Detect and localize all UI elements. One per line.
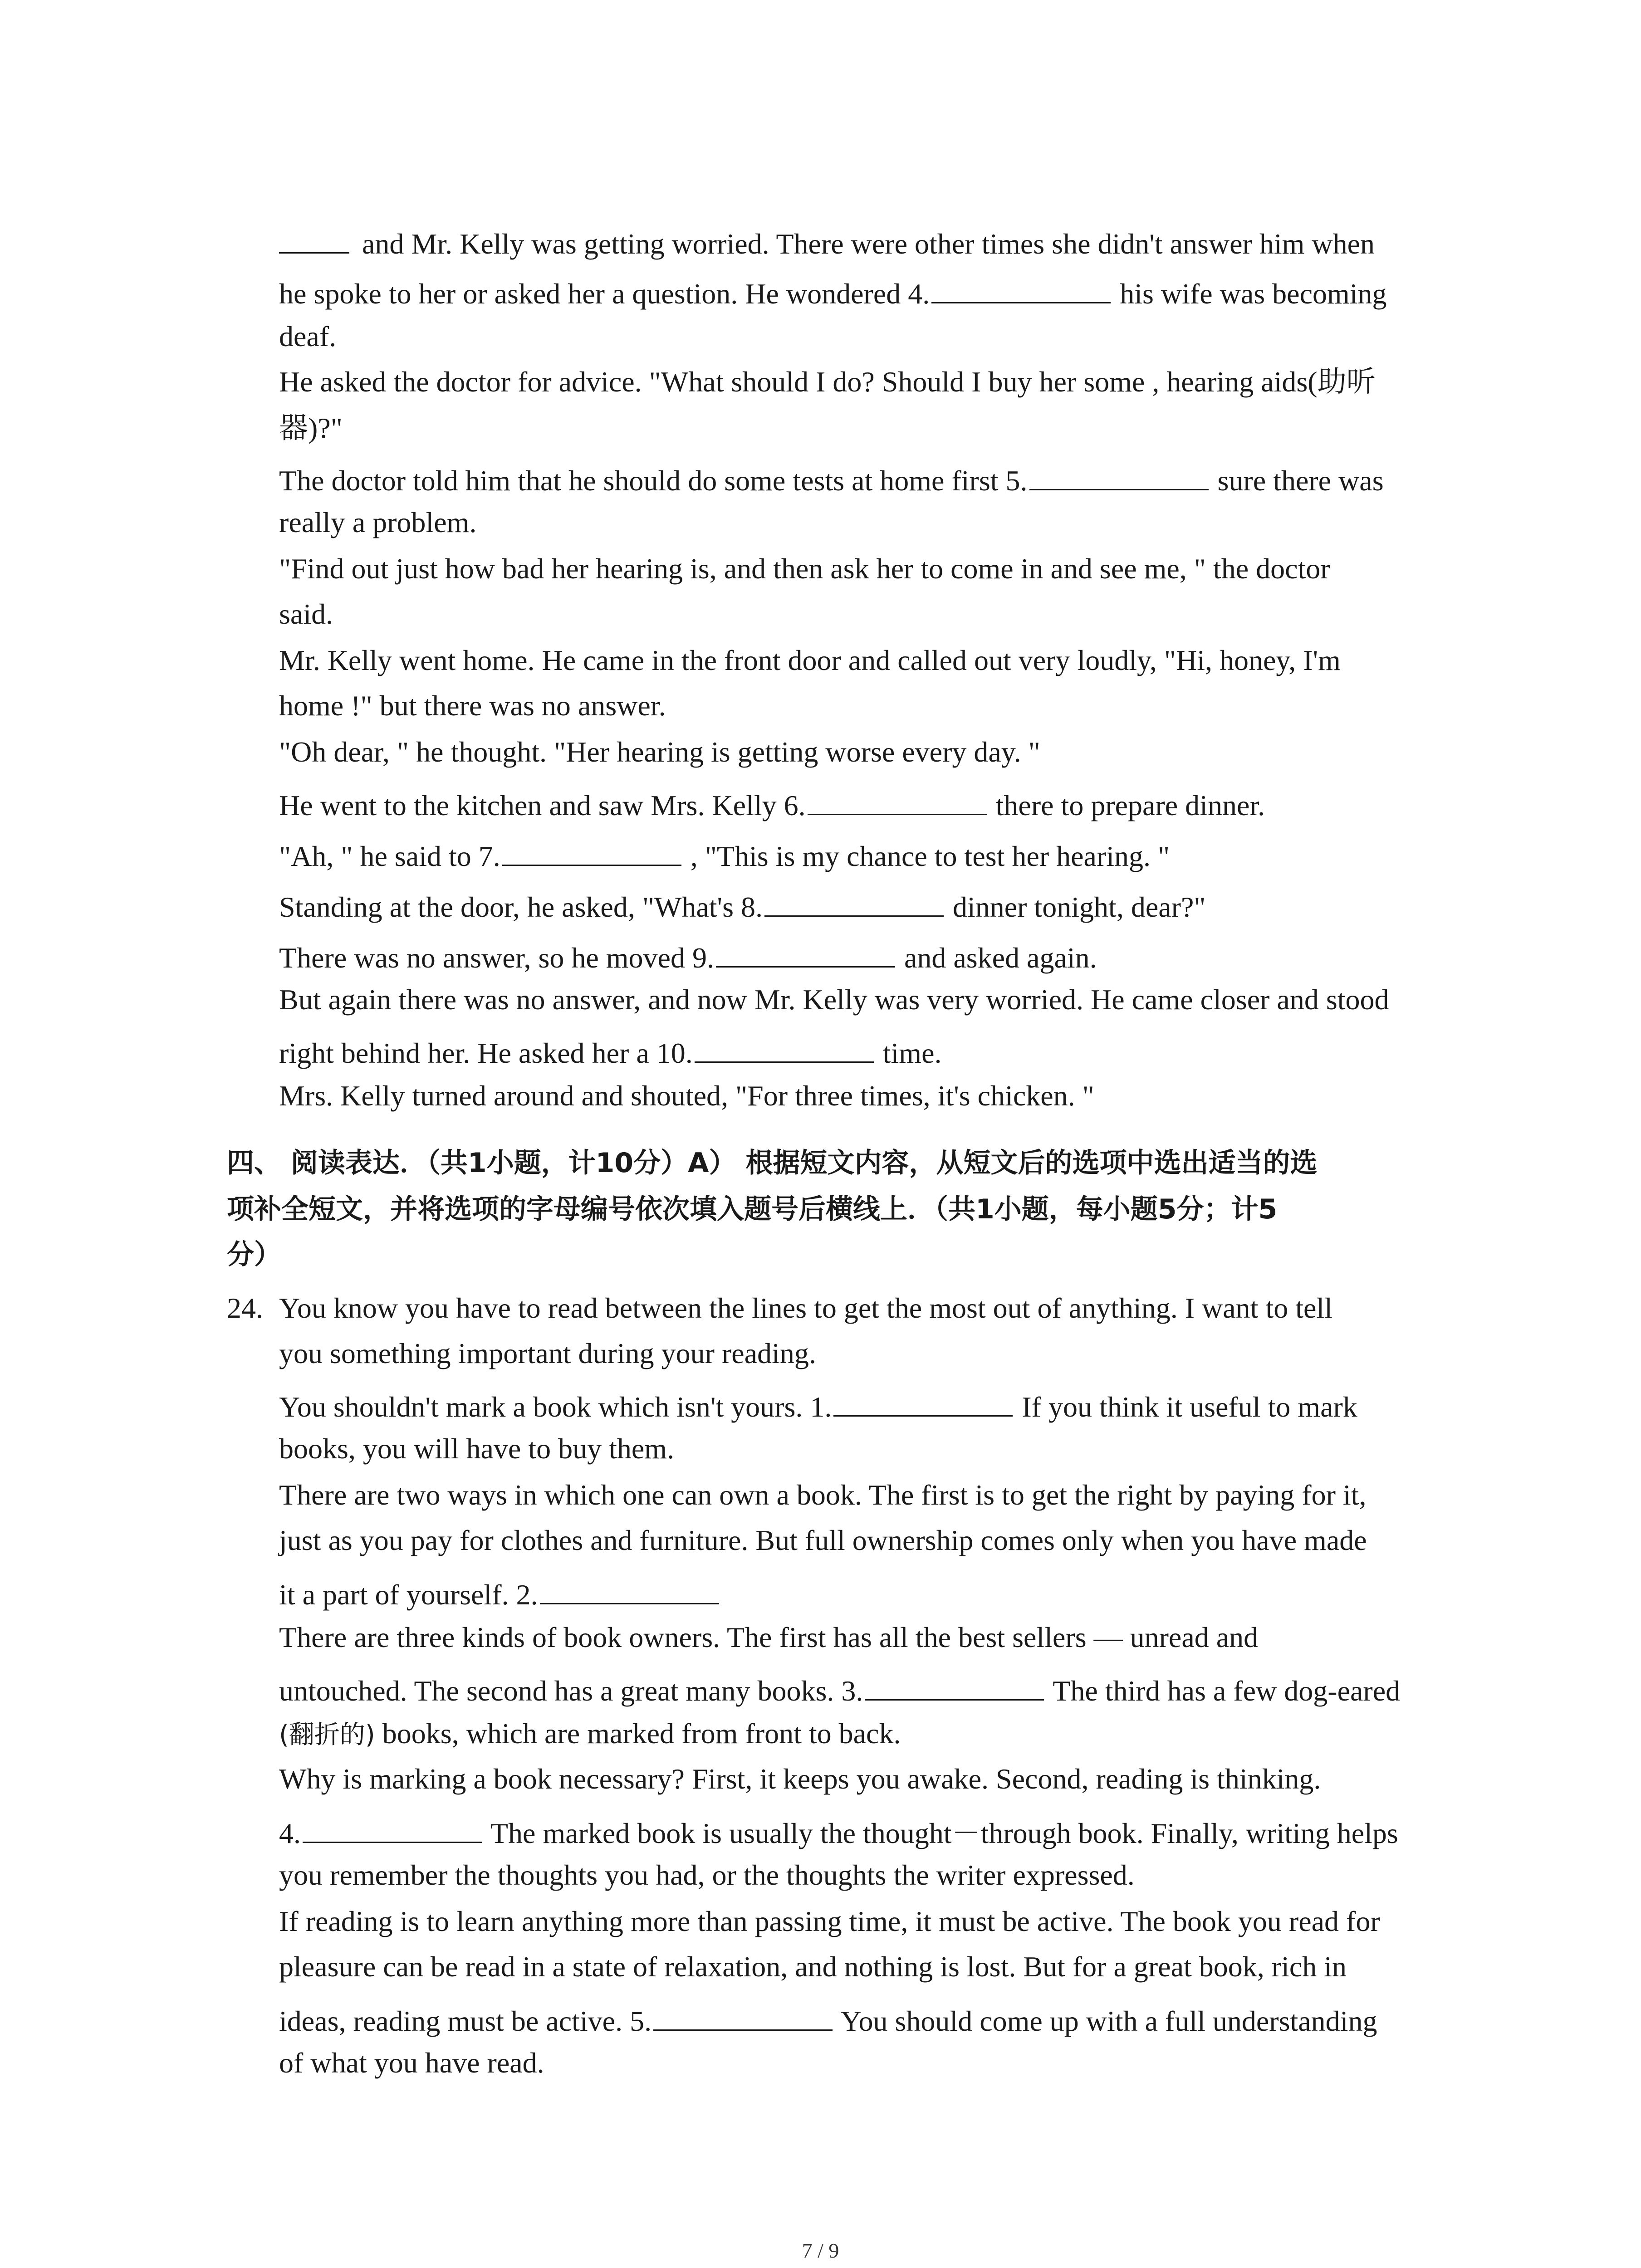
passage-line: But again there was no answer, and now Mr. Kelly was very worried. He came closer and stood <box>279 983 1389 1016</box>
question-line: If reading is to learn anything more than passing time, it must be active. The book you read for <box>279 1905 1380 1937</box>
answer-blank-5b[interactable] <box>653 2003 833 2031</box>
answer-blank-7[interactable] <box>502 838 681 866</box>
passage-line: Standing at the door, he asked, "What's 8. dinner tonight, dear?" <box>279 889 1454 922</box>
section-heading: 四、 阅读表达．（共1小题，计10分）A） 根据短文内容，从短文后的选项中选出适当的选 <box>227 1147 1318 1179</box>
question-line: it a part of yourself. 2. <box>279 1577 1454 1609</box>
question-number: 24. <box>227 1292 263 1324</box>
question-line: you remember the thoughts you had, or the thoughts the writer expressed. <box>279 1859 1135 1891</box>
question-line: You shouldn't mark a book which isn't yours. 1. If you think it useful to mark <box>279 1389 1454 1422</box>
question-line: ideas, reading must be active. 5. You should come up with a full understanding <box>279 2003 1454 2036</box>
page-number: 7 / 9 <box>802 2239 839 2262</box>
answer-blank-9[interactable] <box>716 940 895 968</box>
passage-line: home !" but there was no answer. <box>279 689 666 722</box>
passage-line: "Oh dear, " he thought. "Her hearing is getting worse every day. " <box>279 736 1040 768</box>
section-heading: 项补全短文，并将选项的字母编号依次填入题号后横线上．（共1小题，每小题5分；计5 <box>227 1193 1278 1225</box>
passage-line: and Mr. Kelly was getting worried. There were other times she didn't answer him when <box>279 226 1454 259</box>
answer-blank-4b[interactable] <box>303 1815 482 1843</box>
question-line: you something important during your reading. <box>279 1337 816 1369</box>
question-line: 4. The marked book is usually the thought－through book. Finally, writing helps <box>279 1815 1454 1848</box>
question-line: Why is marking a book necessary? First, it keeps you awake. Second, reading is thinking. <box>279 1763 1321 1795</box>
passage-line: "Ah, " he said to 7. , "This is my chance to test her hearing. " <box>279 838 1454 871</box>
passage-line: There was no answer, so he moved 9. and asked again. <box>279 940 1454 973</box>
question-line: There are three kinds of book owners. The first has all the best sellers — unread and <box>279 1621 1259 1653</box>
question-line: pleasure can be read in a state of relaxation, and nothing is lost. But for a great book, rich in <box>279 1950 1347 1983</box>
answer-blank-10[interactable] <box>695 1035 874 1063</box>
passage-line: Mr. Kelly went home. He came in the front door and called out very loudly, "Hi, honey, I'm <box>279 644 1341 676</box>
passage-line: Mrs. Kelly turned around and shouted, "For three times, it's chicken. " <box>279 1080 1094 1112</box>
passage-line: He went to the kitchen and saw Mrs. Kelly 6. there to prepare dinner. <box>279 787 1454 820</box>
passage-line: The doctor told him that he should do some tests at home first 5. sure there was <box>279 463 1454 495</box>
passage-line: said. <box>279 598 333 630</box>
answer-blank-3b[interactable] <box>865 1673 1044 1701</box>
answer-blank-8[interactable] <box>764 889 944 917</box>
answer-blank-1[interactable] <box>833 1389 1013 1417</box>
question-line: books, you will have to buy them. <box>279 1432 675 1465</box>
section-heading: 分） <box>227 1239 281 1271</box>
passage-line: 器)?" <box>279 412 343 444</box>
answer-blank-3[interactable] <box>279 226 349 254</box>
question-line: just as you pay for clothes and furniture. But full ownership comes only when you have made <box>279 1524 1367 1556</box>
passage-line: deaf. <box>279 320 337 352</box>
answer-blank-2[interactable] <box>540 1577 719 1604</box>
passage-line: he spoke to her or asked her a question. He wondered 4. his wife was becoming <box>279 276 1454 308</box>
passage-line: really a problem. <box>279 506 477 538</box>
answer-blank-6[interactable] <box>808 787 987 815</box>
question-line: You know you have to read between the lines to get the most out of anything. I want to tell <box>279 1292 1332 1324</box>
question-line: untouched. The second has a great many books. 3. The third has a few dog-eared <box>279 1673 1454 1706</box>
answer-blank-4[interactable] <box>931 276 1111 303</box>
passage-line: right behind her. He asked her a 10. time. <box>279 1035 1454 1068</box>
passage-line: He asked the doctor for advice. "What should I do? Should I buy her some , hearing aids(助听 <box>279 366 1376 398</box>
question-line: (翻折的) books, which are marked from front to back. <box>279 1717 901 1750</box>
question-line: There are two ways in which one can own a book. The first is to get the right by paying for it, <box>279 1479 1367 1511</box>
question-line: of what you have read. <box>279 2047 544 2079</box>
passage-line: "Find out just how bad her hearing is, and then ask her to come in and see me, " the doctor <box>279 552 1330 585</box>
answer-blank-5[interactable] <box>1029 463 1209 490</box>
